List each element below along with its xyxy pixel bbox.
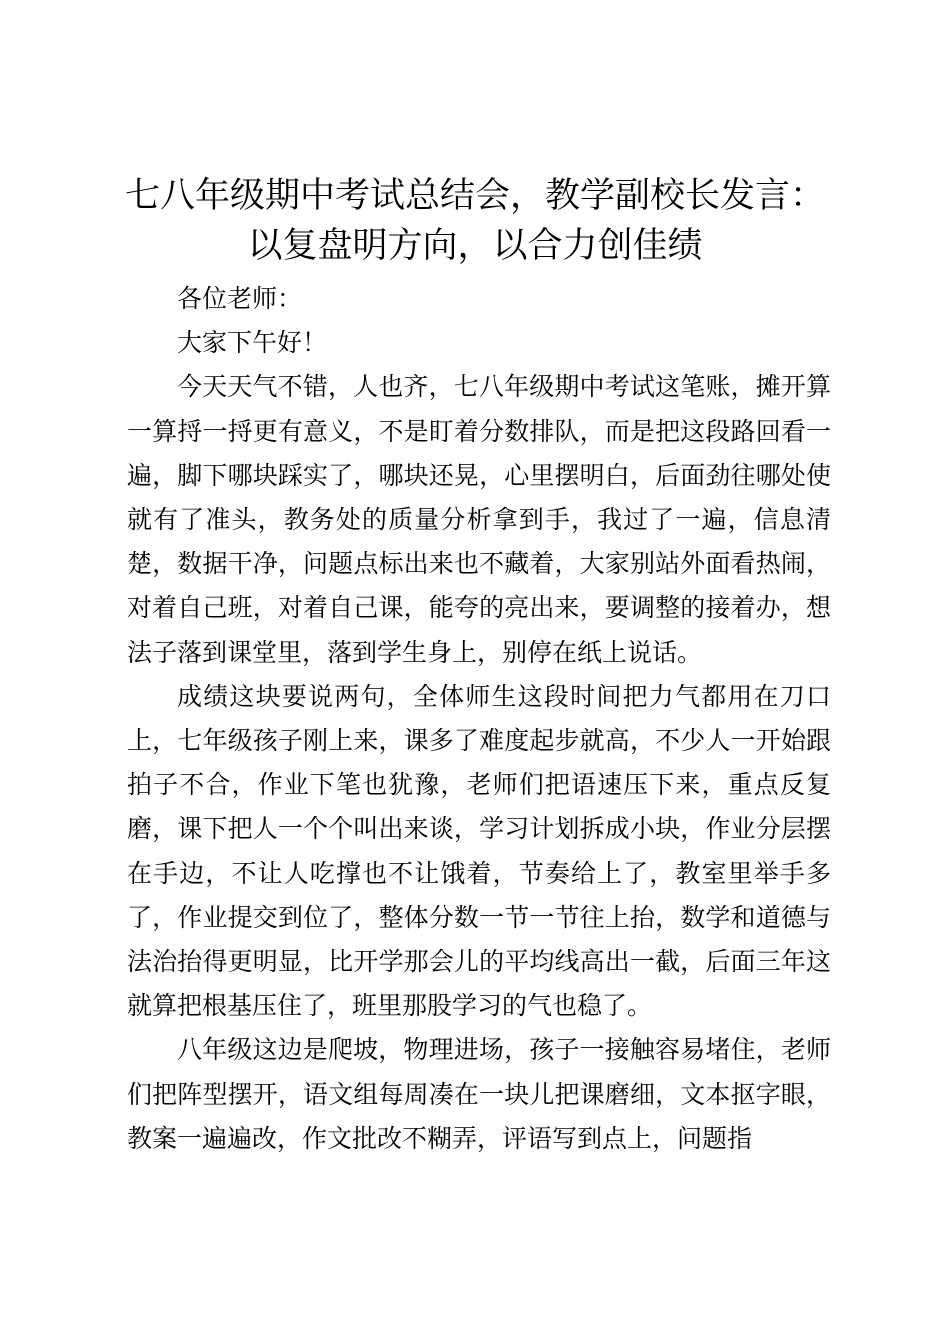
paragraph-3: 八年级这边是爬坡，物理进场，孩子一接触容易堵住，老师们把阵型摆开，语文组每周凑在一块儿把课磨细，文本抠字眼，教案一遍遍改，作文批改不糊弄，评语写到点上，问题指 bbox=[127, 1035, 831, 1153]
paragraph-2: 成绩这块要说两句，全体师生这段时间把力气都用在刀口上，七年级孩子刚上来，课多了难度起步就高，不少人一开始跟拍子不合，作业下笔也犹豫，老师们把语速压下来，重点反复磨，课下把人一个个叫出来谈，学习计划拆成小块，作业分层摆在手边，不让人吃撑也不让饿着，节奏给上了，教室里举手多了，作业提交到位了，整体分数一节一节往上抬，数学和道德与法治抬得更明显，比开学那会儿的平均线高出一截，后面三年这就算把根基压住了，班里那股学习的气也稳了。 bbox=[127, 681, 831, 1021]
document-body bbox=[127, 277, 831, 1161]
document-title-line-1: 七八年级期中考试总结会，教学副校长发言： bbox=[124, 176, 825, 216]
document-title-line-2: 以复盘明方向，以合力创佳绩 bbox=[247, 226, 703, 266]
salutation: 各位老师： bbox=[177, 284, 303, 313]
paragraph-1: 今天天气不错，人也齐，七八年级期中考试这笔账，摊开算一算捋一捋更有意义，不是盯着分数排队，而是把这段路回看一遍，脚下哪块踩实了，哪块还晃，心里摆明白，后面劲往哪处使就有了准头，教务处的质量分析拿到手，我过了一遍，信息清楚，数据干净，问题点标出来也不藏着，大家别站外面看热闹，对着自己班，对着自己课，能夸的亮出来，要调整的接着办，想法子落到课堂里，落到学生身上，别停在纸上说话。 bbox=[127, 372, 831, 667]
greeting: 大家下午好！ bbox=[177, 328, 328, 358]
